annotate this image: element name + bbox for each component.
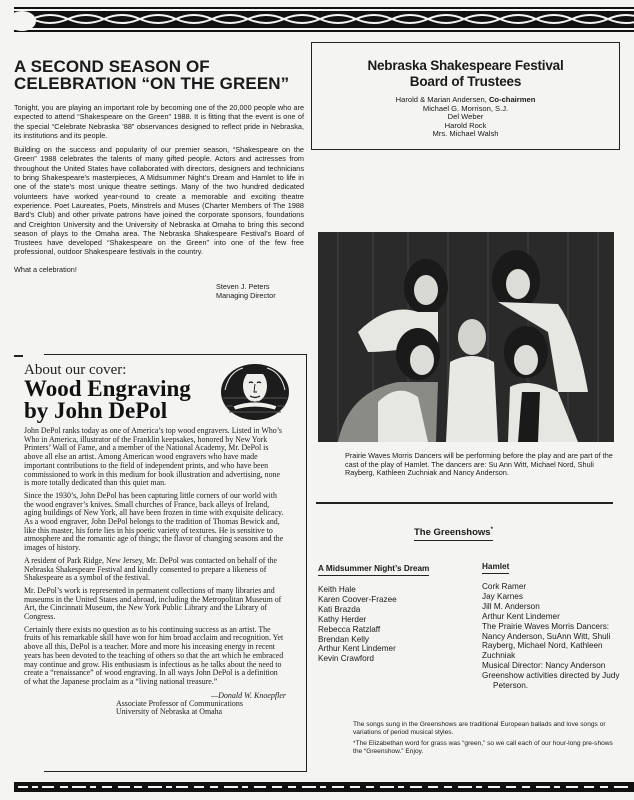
season-headline: A SECOND SEASON OF CELEBRATION “ON THE GREEN” — [14, 57, 290, 93]
hamlet-cast-list — [482, 582, 632, 691]
chair-role: Co-chairmen — [488, 95, 536, 104]
cast-member: Keith Hale — [318, 585, 356, 594]
cast-member: Cork Ramer — [482, 582, 527, 591]
trustee-member: Michael G. Morrison, S.J. — [422, 103, 509, 113]
greenshows-title-mark: * — [490, 527, 493, 533]
cover-paragraph: Since the 1930’s, John DePol has been capturing little corners of our world with the wood engraver’s knives. Small churches of France, back alleys of Ireland, aging buildings of New York, all have been frozen in time with exquisite delicacy. As a wood engraver, John DePol belongs to the tradition of Thomas Bewick and, like this master, his forte lies in his poetic variety of textures. He is sensitive to atmosphere and the romantic age of things; the flavor of changing seasons and the images of history. — [24, 490, 284, 553]
cover-paragraph: Mr. DePol’s work is represented in permanent collections of many libraries and museums in the United States and abroad, including the Metropolitan Museum of Art, the Cincinnati Museum, the New York Public Library and the Library of Congress. — [24, 585, 282, 622]
cast-member: Arthur Kent Lindemer — [482, 611, 560, 621]
chair-names: Harold & Marian Andersen, — [395, 95, 489, 104]
cover-kicker: About our cover: — [24, 362, 127, 378]
article-paragraph: What a celebration! — [14, 264, 77, 274]
midsummer-cast-list — [318, 585, 397, 664]
greenshows-notes — [353, 721, 623, 759]
cover-byline: —Donald W. Knoepfler — [210, 690, 286, 700]
cover-body — [24, 427, 306, 717]
signature-title: Managing Director — [216, 291, 276, 301]
activities-director: Greenshow activities directed by Judy Peterson. — [482, 671, 620, 691]
trustees-title-line1: Nebraska Shakespeare Festival — [367, 58, 564, 73]
cast-member: Kati Brazda — [318, 604, 361, 614]
cast-member: Kevin Crawford — [318, 654, 374, 664]
trustee-member: Mrs. Michael Walsh — [432, 129, 499, 139]
decorative-bottom-border — [14, 782, 634, 792]
box-divider — [14, 355, 23, 357]
article-paragraph: Tonight, you are playing an important role by becoming one of the 20,000 people who are expected to attend “Shakespeare on the Green” 1988. It is fitting that the event is one of the special “Celebrate Nebraska ’88” observances designed to reflect pride in Nebraska, its institutions and its people. — [14, 103, 304, 140]
article-paragraph: Building on the success and popularity of our premier season, “Shakespeare on the Green” 1988 celebrates the talents of many gifted people. Actors and actresses from throughout the United States have collaborated with directors, designers and technicians to bring Shakespeare’s masterpieces, A Midsummer Night’s Dream and Hamlet to life in one of the state’s most unique theatre settings. Many of the two hundred dedicated volunteers have worked year-round to create a memorable and exciting theatre experience. Poet Laureates, Poets, Minstrels and Muses (Charter Members of The 1988 Bard’s Club) and other private patrons have joined the corporate sponsors, foundations and Creighton University and the University of Nebraska at Omaha to bring this second season of plays to the Omaha area. The Nebraska Shakespeare Festival’s Board of Trustees have developed “Shakespeare on the Green” into one of the few free professional, outdoor Shakespeare festivals in the country. — [14, 145, 304, 257]
dancers-label: The Prairie Waves Morris Dancers: — [482, 621, 610, 631]
cast-member: Rebecca Ratzlaff — [318, 624, 381, 634]
cover-title-line2: by John DePol — [24, 398, 168, 423]
trustees-list — [312, 96, 619, 139]
trustee-member: Harold Rock — [444, 120, 487, 130]
greenshows-title-text: The Greenshows — [414, 527, 491, 539]
greenshows-title — [414, 527, 493, 541]
cast-member: Brendan Kelly — [318, 634, 369, 644]
cover-affiliation-2: University of Nebraska at Omaha — [116, 707, 223, 717]
season-article — [14, 58, 304, 301]
cast-member: Jill M. Anderson — [482, 601, 540, 611]
dancers-names: Nancy Anderson, SuAnn Witt, Shuli Rayberg, Michael Nord, Kathleen Zuchniak — [482, 631, 611, 661]
cover-article — [24, 360, 306, 717]
cover-paragraph: Certainly there exists no question as to his continuing success as an artist. The fruits of his remarkable skill have won for him broad acclaim and recognition. Yet above all this, DePol is a teacher. More and more his inceasing energy in recent years has been devoted to the teaching of others so that the art which he embraced may continue and grow. His enthusiasm is infectious as he talks about the need to create a “renaissance” of wood engraving. In all ways John DePol is a definition of what the Japanese proclaim as a “living national treasure.” — [24, 624, 284, 686]
trustees-box — [311, 42, 620, 150]
greenshows-note: The songs sung in the Greenshows are traditional European ballads and love songs or variations of period musical styles. — [353, 721, 606, 736]
trustee-member: Del Weber — [447, 112, 484, 122]
dancers-photo — [318, 232, 614, 442]
cover-title-line1: Wood Engraving — [24, 376, 191, 401]
trustees-title-line2: Board of Trustees — [409, 74, 522, 89]
cast-member: Kathy Herder — [318, 614, 367, 624]
midsummer-heading: A Midsummer Night’s Dream — [318, 564, 429, 576]
shakespeare-engraving-icon — [219, 362, 291, 424]
cover-affiliation-1: Associate Professor of Communications — [116, 698, 243, 708]
cast-member: Arthur Kent Lindemer — [318, 644, 396, 654]
photo-caption: Prairie Waves Morris Dancers will be performing before the play and are part of the cast of the play of Hamlet. The dancers are: Su Ann Witt, Michael Nord, Shuli Rayberg, Kathleen Zuchniak and Nancy Anderson. — [345, 451, 613, 478]
hamlet-heading: Hamlet — [482, 562, 509, 574]
cover-paragraph: John DePol ranks today as one of America’s top wood engravers. Listed in Who’s Who in America, illustrator of the Franklin keepsakes, honored by New York Printers’ Wall of Fame, and a member of the National Academy, Mr. DePol is above all else an artist. Among American wood engravers who have made important contributions to the field of independent prints, and who have been commissioned to work in this medium for book illustration and advertising, none is more totally dedicated than this quiet man. — [24, 426, 283, 488]
signature-name: Steven J. Peters — [216, 282, 270, 292]
section-rule — [316, 502, 613, 504]
decorative-top-border — [14, 7, 634, 33]
greenshows-footnote: *The Elizabethan word for grass was “green,” so we call each of our hour-long pre-shows the “Greenshow.” Enjoy. — [353, 740, 613, 755]
cast-member: Karen Coover-Frazee — [318, 594, 397, 604]
cast-member: Jay Karnes — [482, 591, 523, 601]
cover-paragraph: A resident of Park Ridge, New Jersey, Mr. DePol was contacted on behalf of the Nebraska Shakespeare Festival and kindly consented to prepare a likeness of Shakespeare as a symbol of the festival. — [24, 555, 278, 583]
signature — [216, 282, 304, 301]
musical-director: Musical Director: Nancy Anderson — [482, 661, 606, 671]
